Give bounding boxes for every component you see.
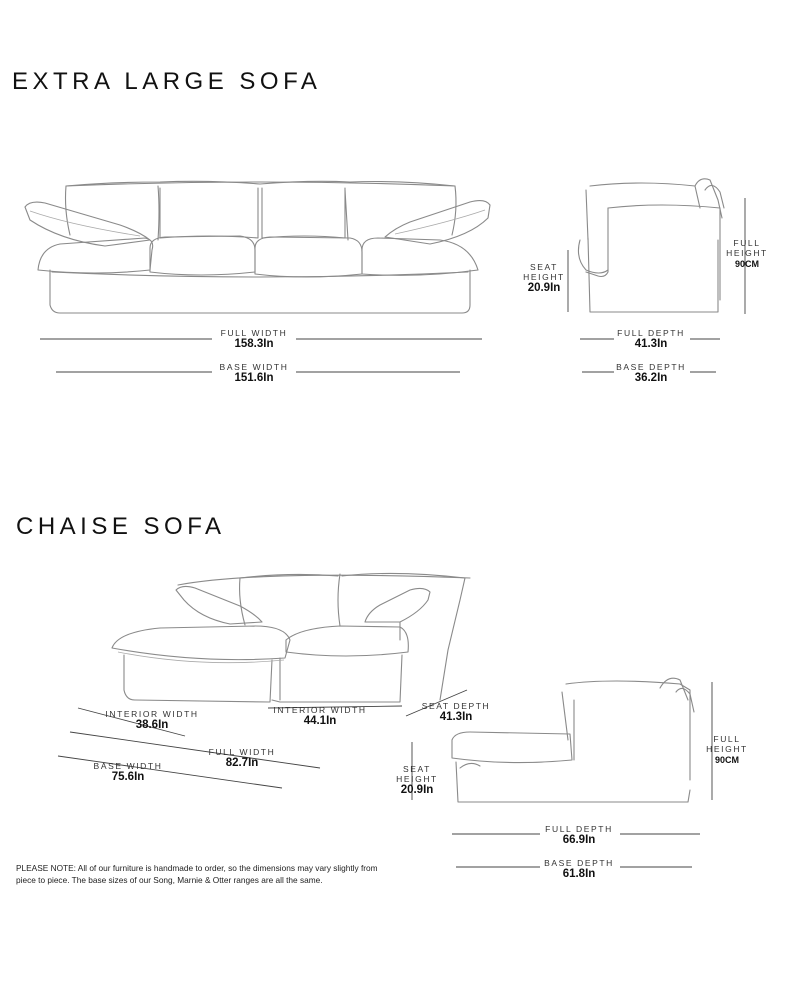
extra-large-sofa-front-drawing bbox=[25, 181, 490, 313]
chaise-seat-height-value: 20.9In bbox=[400, 784, 434, 796]
handmade-note: PLEASE NOTE: All of our furniture is handmade to order, so the dimensions may vary slightly from piece to piece. The base sizes of our Song, Marnie & Otter ranges are all the same. bbox=[16, 863, 378, 885]
chaise-interior-width-1-caption: INTERIOR WIDTH bbox=[105, 709, 199, 719]
chaise-interior-width-1-value: 38.6In bbox=[135, 719, 169, 731]
xl-full-depth-caption: FULL DEPTH bbox=[617, 328, 685, 338]
chaise-full-height-label bbox=[702, 734, 752, 767]
xl-full-depth-label bbox=[606, 328, 696, 351]
xl-full-height-label bbox=[724, 238, 770, 271]
chaise-full-width-value: 82.7In bbox=[225, 757, 259, 769]
chaise-seat-depth-caption: SEAT DEPTH bbox=[421, 701, 491, 711]
chaise-interior-width-1-label bbox=[100, 709, 204, 732]
chaise-full-height-value: 90CM bbox=[714, 755, 739, 765]
xl-base-depth-value: 36.2In bbox=[634, 372, 668, 384]
xl-full-width-label bbox=[204, 328, 304, 351]
section-title-extra-large-sofa: EXTRA LARGE SOFA bbox=[12, 68, 322, 95]
chaise-seat-depth-label bbox=[416, 701, 496, 724]
chaise-base-depth-label bbox=[534, 858, 624, 881]
xl-base-depth-label bbox=[606, 362, 696, 385]
chaise-full-width-label bbox=[196, 747, 288, 770]
chaise-interior-width-2-label bbox=[268, 705, 372, 728]
xl-full-height-value: 90CM bbox=[734, 259, 759, 269]
xl-base-width-caption: BASE WIDTH bbox=[219, 362, 289, 372]
xl-full-height-caption: FULL HEIGHT bbox=[726, 238, 768, 258]
section-title-chaise-sofa: CHAISE SOFA bbox=[16, 513, 226, 540]
chaise-seat-depth-value: 41.3In bbox=[439, 711, 473, 723]
chaise-seat-height-caption: SEAT HEIGHT bbox=[396, 764, 438, 784]
chaise-full-depth-value: 66.9In bbox=[562, 834, 596, 846]
chaise-full-depth-label bbox=[534, 824, 624, 847]
chaise-full-depth-caption: FULL DEPTH bbox=[545, 824, 613, 834]
xl-seat-height-label bbox=[521, 262, 567, 295]
chaise-sofa-side-drawing bbox=[412, 678, 712, 802]
xl-seat-height-value: 20.9In bbox=[527, 282, 561, 294]
chaise-base-width-value: 75.6In bbox=[111, 771, 145, 783]
xl-base-width-value: 151.6In bbox=[234, 372, 274, 384]
chaise-base-width-label bbox=[84, 761, 172, 784]
chaise-seat-height-label bbox=[394, 764, 440, 797]
chaise-interior-width-2-caption: INTERIOR WIDTH bbox=[273, 705, 367, 715]
xl-full-width-caption: FULL WIDTH bbox=[220, 328, 288, 338]
chaise-full-height-caption: FULL HEIGHT bbox=[706, 734, 748, 754]
extra-large-sofa-side-drawing bbox=[568, 179, 745, 314]
xl-full-width-value: 158.3In bbox=[234, 338, 274, 350]
xl-base-width-label bbox=[204, 362, 304, 385]
chaise-base-width-caption: BASE WIDTH bbox=[93, 761, 163, 771]
chaise-base-depth-caption: BASE DEPTH bbox=[544, 858, 614, 868]
xl-seat-height-caption: SEAT HEIGHT bbox=[523, 262, 565, 282]
xl-full-depth-value: 41.3In bbox=[634, 338, 668, 350]
xl-base-depth-caption: BASE DEPTH bbox=[616, 362, 686, 372]
chaise-base-depth-value: 61.8In bbox=[562, 868, 596, 880]
chaise-full-width-caption: FULL WIDTH bbox=[208, 747, 276, 757]
chaise-interior-width-2-value: 44.1In bbox=[303, 715, 337, 727]
